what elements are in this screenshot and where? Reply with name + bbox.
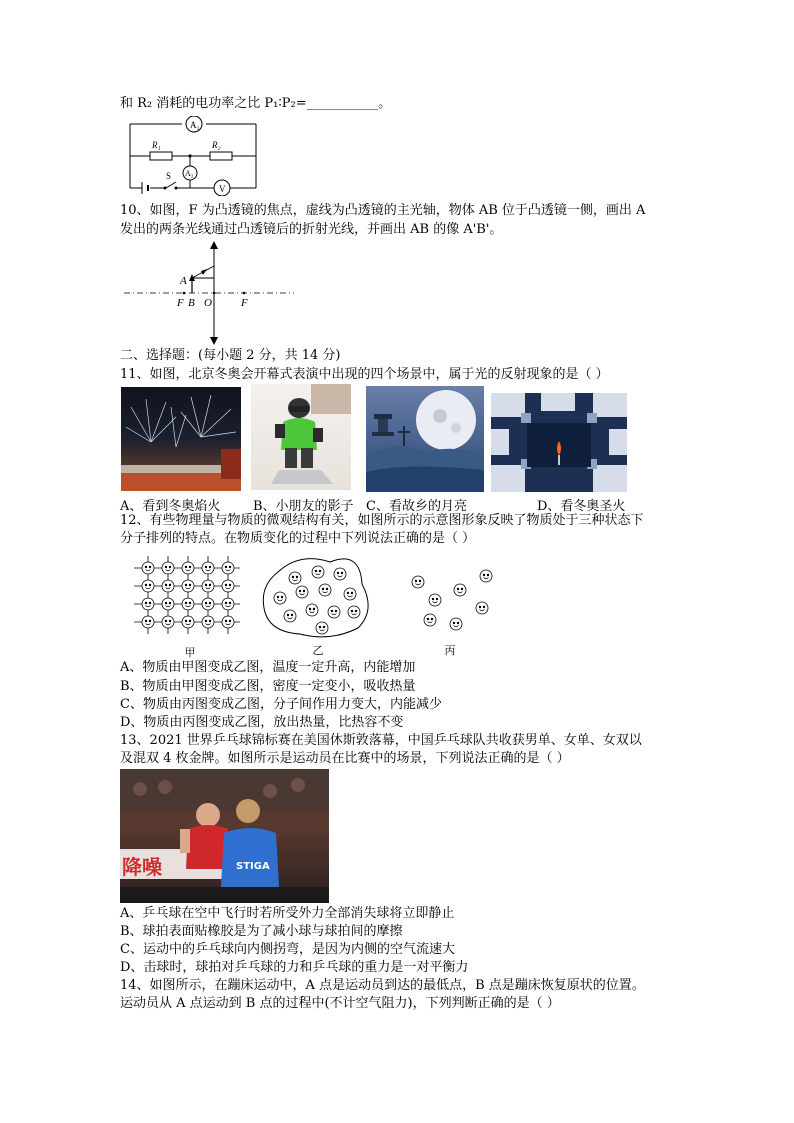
gas-molecule: [476, 602, 488, 614]
solid-molecule: [142, 562, 154, 574]
fireworks-photo: [121, 387, 241, 491]
resistor-r2-label: R₂: [212, 140, 221, 150]
moon-photo: [366, 386, 484, 492]
liquid-molecule: [312, 566, 324, 578]
q12-option-a: A、物质由甲图变成乙图，温度一定升高，内能增加: [120, 660, 416, 675]
solid-molecule: [182, 598, 194, 610]
gas-molecule: [480, 570, 492, 582]
table-tennis-photo: [120, 769, 329, 903]
q12-option-b: B、物质由甲图变成乙图，密度一定变小，吸收热量: [120, 679, 416, 694]
liquid-molecule: [348, 606, 360, 618]
shirt-text: STIGA: [236, 861, 270, 872]
q13-option-c: C、运动中的乒乓球向内侧拐弯，是因为内侧的空气流速大: [120, 942, 455, 957]
liquid-molecule: [284, 610, 296, 622]
label-yi: 乙: [312, 645, 324, 657]
lens-diagram: [122, 238, 297, 346]
q11-option-d: D、看冬奥圣火: [537, 499, 626, 514]
solid-molecule: [182, 580, 194, 592]
solid-molecule: [222, 580, 234, 592]
label-f-left: F: [177, 297, 184, 309]
solid-molecule: [162, 598, 174, 610]
liquid-molecule: [319, 584, 331, 596]
gas-molecule: [450, 618, 462, 630]
q14-line2: 运动员从 A 点运动到 B 点的过程中(不计空气阻力)，下列判断正确的是（ ）: [120, 996, 560, 1011]
liquid-molecule: [344, 588, 356, 600]
label-b: B: [188, 297, 195, 309]
q11-option-b: B、小朋友的影子: [253, 499, 354, 514]
solid-molecule: [142, 598, 154, 610]
solid-molecule: [202, 562, 214, 574]
label-bing: 丙: [444, 645, 456, 657]
q12-line1: 12、有些物理量与物质的微观结构有关，如图所示的示意图形象反映了物质处于三种状态下: [120, 513, 644, 528]
gas-molecule: [454, 584, 466, 596]
q11-stem: 11、如图，北京冬奥会开幕式表演中出现的四个场景中，属于光的反射现象的是（ ）: [120, 367, 609, 382]
solid-molecule: [162, 616, 174, 628]
gas-molecule: [424, 614, 436, 626]
ammeter-a2-label: A₂: [185, 169, 194, 178]
liquid-molecule: [334, 568, 346, 580]
liquid-molecule: [289, 572, 301, 584]
liquid-molecule: [296, 586, 308, 598]
solid-molecule: [142, 616, 154, 628]
voltmeter-label: V: [219, 184, 226, 194]
section-title: 二、选择题：(每小题 2 分，共 14 分): [120, 348, 341, 363]
q14-line1: 14、如图所示，在蹦床运动中，A 点是运动员到达的最低点，B 点是蹦床恢复原状的位置。: [120, 978, 645, 993]
q11-option-c: C、看故乡的月亮: [366, 499, 467, 514]
q13-option-d: D、击球时，球拍对乒乓球的力和乒乓球的重力是一对平衡力: [120, 960, 469, 975]
solid-molecule: [142, 580, 154, 592]
circuit-diagram: [126, 116, 262, 196]
label-o: O: [204, 297, 212, 309]
switch-label: S: [166, 171, 172, 181]
olympic-flame-photo: [491, 393, 627, 492]
liquid-molecule: [306, 604, 318, 616]
child-shadow-photo: [251, 384, 351, 490]
molecule-states-diagram: [130, 550, 510, 660]
solid-molecule: [182, 562, 194, 574]
q12-line2: 分子排列的特点。在物质变化的过程中下列说法正确的是（ ）: [120, 531, 476, 546]
q13-option-a: A、乒乓球在空中飞行时若所受外力全部消失球将立即静止: [120, 906, 455, 921]
liquid-molecule: [316, 622, 328, 634]
q11-option-a: A、看到冬奥焰火: [120, 499, 221, 514]
banner-text: 降噪: [122, 855, 162, 879]
solid-molecule: [202, 580, 214, 592]
q12-option-c: C、物质由丙图变成乙图，分子间作用力变大，内能减少: [120, 697, 442, 712]
q13-line1: 13、2021 世界乒乓球锦标赛在美国休斯敦落幕，中国乒乓球队共收获男单、女单、女双以: [120, 733, 642, 748]
liquid-molecule: [328, 606, 340, 618]
liquid-molecule: [274, 592, 286, 604]
q13-option-b: B、球拍表面贴橡胶是为了减小球与球拍间的摩擦: [120, 924, 403, 939]
solid-molecule: [202, 598, 214, 610]
label-jia: 甲: [184, 647, 196, 659]
label-a: A: [180, 275, 187, 287]
solid-molecule: [162, 562, 174, 574]
ammeter-a1-label: A₁: [190, 120, 200, 130]
solid-molecule: [202, 616, 214, 628]
solid-molecule: [222, 598, 234, 610]
solid-molecule: [182, 616, 194, 628]
q9-tail-text: 和 R₂ 消耗的电功率之比 P₁∶P₂=___________。: [120, 96, 392, 111]
q12-option-d: D、物质由丙图变成乙图，放出热量，比热容不变: [120, 715, 404, 730]
resistor-r1-label: R₁: [152, 140, 161, 150]
q10-line1: 10、如图，F 为凸透镜的焦点，虚线为凸透镜的主光轴，物体 AB 位于凸透镜一侧，画出 A: [120, 203, 646, 218]
solid-molecule: [162, 580, 174, 592]
q10-line2: 发出的两条光线通过凸透镜后的折射光线，并画出 AB 的像 A'B'。: [120, 222, 503, 237]
gas-molecule: [429, 594, 441, 606]
solid-molecule: [222, 562, 234, 574]
gas-molecule: [412, 576, 424, 588]
solid-molecule: [222, 616, 234, 628]
label-f-right: F: [241, 297, 248, 309]
q13-line2: 及混双 4 枚金牌。如图所示是运动员在比赛中的场景，下列说法正确的是（ ）: [120, 751, 570, 766]
